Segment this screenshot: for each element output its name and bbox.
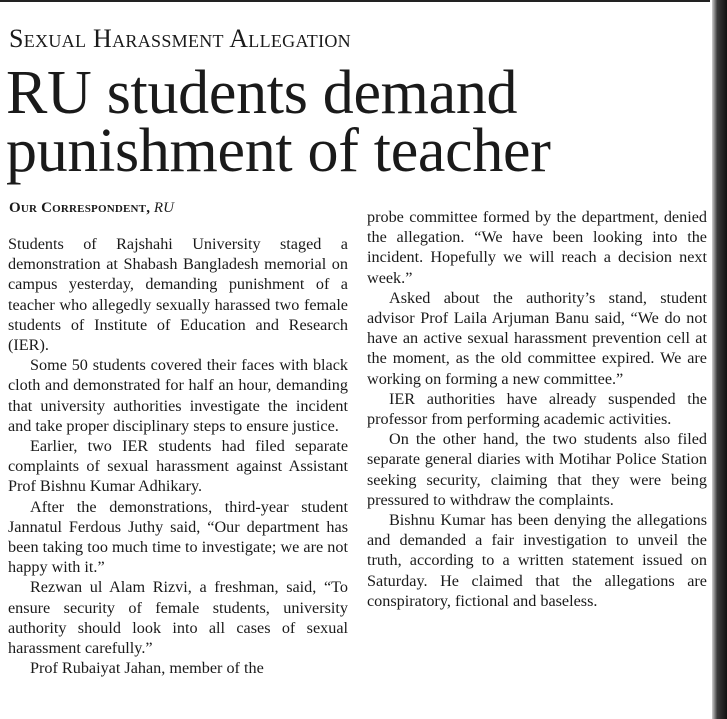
paragraph: Students of Rajshahi University staged a demonstration at Shabash Bangladesh memorial on campus yesterday, demanding punishment of a teacher who allegedly sexually harassed two female students of Institute of Education and Research (IER). xyxy=(8,235,348,355)
paragraph: On the other hand, the two students also filed separate general diaries with Motihar Police Station seeking security, claiming that they were being pressured to withdraw the complaints. xyxy=(367,430,707,509)
byline xyxy=(9,201,174,216)
paragraph: Some 50 students covered their faces with black cloth and demonstrated for half an hour, demanding that university authorities investigate the incident and take proper disciplinary steps to ensure justice. xyxy=(8,356,348,435)
headline: RU students demand punishment of teacher xyxy=(6,59,551,185)
byline-location: RU xyxy=(153,200,174,216)
top-rule xyxy=(0,0,710,2)
page-edge-shadow xyxy=(712,0,727,719)
paragraph: probe committee formed by the department, denied the allegation. “We have been looking into the incident. Hopefully we will reach a decision next week.” xyxy=(367,208,707,287)
paragraph: Asked about the authority’s stand, student advisor Prof Laila Arjuman Banu said, “We do not have an active sexual harassment prevention cell at the moment, as the old committee expired. We are working on forming a new committee.” xyxy=(367,288,707,388)
paragraph: Bishnu Kumar has been denying the allegations and demanded a fair investigation to unveil the truth, according to a written statement issued on Saturday. He claimed that the allegations are conspiratory, fictional and baseless. xyxy=(367,511,707,610)
article-column-left xyxy=(8,234,348,678)
paragraph: Rezwan ul Alam Rizvi, a freshman, said, “To ensure security of female students, university authority should look into all cases of sexual harassment carefully.” xyxy=(8,578,348,658)
article-column-right xyxy=(367,207,707,611)
paragraph: After the demonstrations, third-year student Jannatul Ferdous Juthy said, “Our department has been taking too much time to investigate; we are not happy with it.” xyxy=(8,497,348,577)
byline-author: Our Correspondent, xyxy=(9,200,151,216)
paragraph: Earlier, two IER students had filed separate complaints of sexual harassment against Assistant Prof Bishnu Kumar Adhikary. xyxy=(8,437,348,496)
paragraph: IER authorities have already suspended the professor from performing academic activities. xyxy=(367,389,707,429)
paragraph: Prof Rubaiyat Jahan, member of the xyxy=(30,659,264,678)
section-kicker: Sexual Harassment Allegation xyxy=(9,24,351,53)
